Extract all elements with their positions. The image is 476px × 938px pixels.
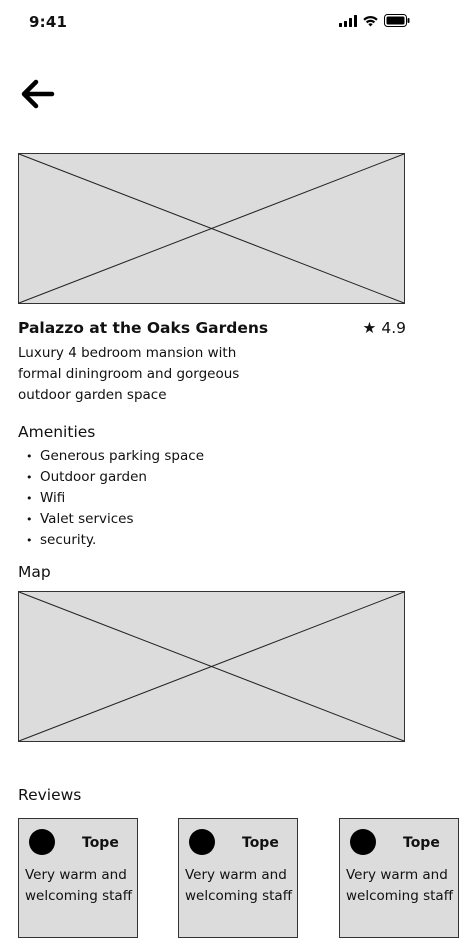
review-author: Tope: [403, 835, 440, 851]
status-icons: [339, 14, 410, 27]
amenities-list: [26, 446, 204, 551]
map-heading: Map: [18, 563, 51, 581]
battery-icon: [384, 14, 410, 27]
review-author: Tope: [82, 835, 119, 851]
wifi-icon: [362, 15, 379, 27]
review-author: Tope: [242, 835, 279, 851]
property-image-placeholder: [18, 153, 405, 304]
review-card[interactable]: [339, 818, 459, 938]
listing-description: Luxury 4 bedroom mansion with formal diningroom and gorgeous outdoor garden space: [18, 345, 240, 403]
listing-rating: ★ 4.9: [362, 319, 406, 337]
amenities-heading: Amenities: [18, 423, 96, 441]
amenity-item: • security.: [26, 530, 204, 551]
amenity-item: • Wifi: [26, 488, 204, 509]
image-placeholder-cross: [19, 154, 404, 303]
avatar: [29, 829, 55, 855]
review-card[interactable]: [178, 818, 298, 938]
reviews-heading: Reviews: [18, 786, 82, 804]
review-text: Very warm and welcoming staff: [25, 867, 132, 904]
arrow-left-icon: [18, 77, 56, 111]
listing-title: Palazzo at the Oaks Gardens: [18, 319, 269, 337]
review-text: Very warm and welcoming staff: [185, 867, 292, 904]
map-placeholder-cross: [19, 592, 404, 741]
review-text: Very warm and welcoming staff: [346, 867, 453, 904]
amenity-item: • Valet services: [26, 509, 204, 530]
avatar: [350, 829, 376, 855]
amenity-item: • Generous parking space: [26, 446, 204, 467]
map-placeholder[interactable]: [18, 591, 405, 742]
back-button[interactable]: [18, 77, 56, 111]
signal-icon: [339, 15, 357, 27]
status-bar: [0, 0, 428, 44]
status-time: 9:41: [29, 13, 68, 31]
amenity-item: • Outdoor garden: [26, 467, 204, 488]
avatar: [189, 829, 215, 855]
review-card[interactable]: [18, 818, 138, 938]
